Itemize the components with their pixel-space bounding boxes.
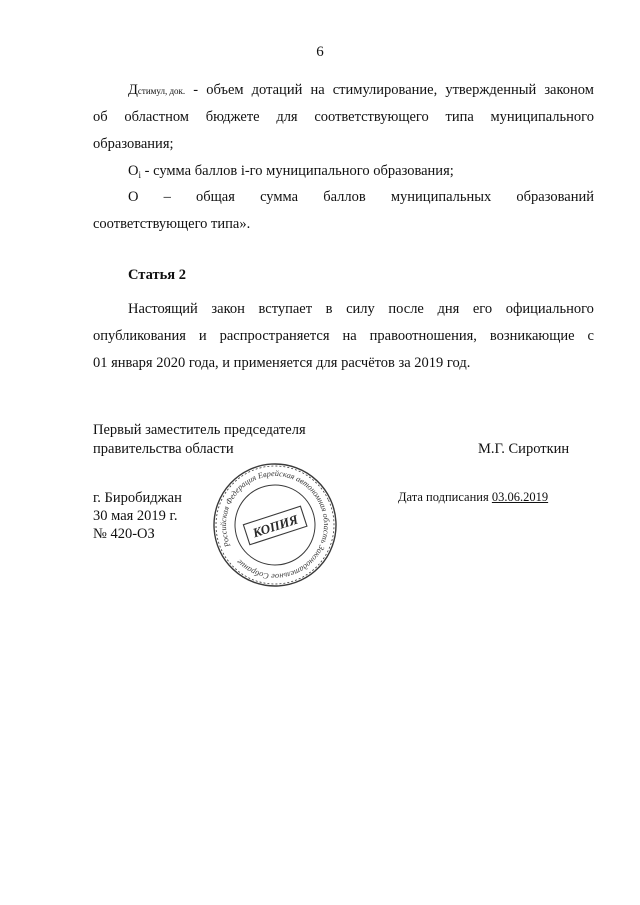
- def-d-word: об: [93, 109, 108, 125]
- article-word: закон: [211, 301, 245, 317]
- signatory-position-line2: правительства области: [93, 441, 234, 457]
- def-d-line2: [93, 108, 594, 126]
- article-word: официального: [505, 301, 594, 317]
- def-d-word: объем: [206, 82, 244, 98]
- def-o-word: баллов: [323, 189, 366, 205]
- signing-date-text: 30 мая 2019 г.: [93, 508, 178, 524]
- signing-date-value: 03.06.2019: [491, 490, 549, 504]
- def-oi-term: $О_i$: [128, 163, 141, 180]
- def-d-line3: образования;: [93, 136, 174, 152]
- def-o-word: образований: [516, 189, 594, 205]
- def-d-word: соответствующего: [314, 109, 429, 125]
- article-line3: 01 января 2020 года, и применяется для расчётов за 2019 год.: [93, 355, 471, 371]
- article-word: опубликования: [93, 328, 186, 344]
- def-d-word: законом: [544, 82, 594, 98]
- def-o-word: –: [163, 189, 171, 205]
- article-word: возникающие: [489, 328, 575, 344]
- article-line2: [93, 327, 594, 345]
- def-o-word: О: [128, 189, 139, 205]
- copy-stamp: [212, 462, 338, 588]
- signing-date-label: Дата подписания: [398, 490, 489, 504]
- def-d-term: Дстимул, док.: [128, 82, 186, 98]
- article-line1: [128, 300, 594, 318]
- def-d-word: -: [193, 82, 199, 98]
- def-o-word: сумма: [260, 189, 299, 205]
- article-word: на: [342, 328, 357, 344]
- def-d-word: на: [310, 82, 325, 98]
- svg-text:КОПИЯ: КОПИЯ: [250, 511, 300, 541]
- article-word: с: [587, 328, 594, 344]
- law-number: № 420-ОЗ: [93, 526, 155, 542]
- def-d-word: областном: [124, 109, 189, 125]
- def-d-word: типа: [445, 109, 474, 125]
- article-heading: Статья 2: [128, 267, 186, 283]
- def-d-word: для: [276, 109, 298, 125]
- article-word: дня: [437, 301, 460, 317]
- article-word: правоотношения,: [369, 328, 477, 344]
- def-o-word: муниципальных: [390, 189, 492, 205]
- def-o-word: общая: [196, 189, 235, 205]
- signatory-position-line1: Первый заместитель председателя: [93, 422, 306, 438]
- def-oi-text: - сумма баллов i-го муниципального образования;: [144, 163, 454, 179]
- article-word: силу: [346, 301, 375, 317]
- def-d-word: бюджете: [205, 109, 260, 125]
- def-d-word: дотаций: [251, 82, 303, 98]
- article-word: и: [198, 328, 207, 344]
- def-d-word: стимулирование,: [332, 82, 438, 98]
- article-word: в: [325, 301, 333, 317]
- def-d-word: утвержденный: [445, 82, 537, 98]
- def-oi-line: [128, 162, 454, 184]
- def-d-word: муниципального: [490, 109, 594, 125]
- signing-date-line: [398, 488, 548, 506]
- def-d-line1: [128, 81, 594, 100]
- def-o-line2: соответствующего типа».: [93, 216, 251, 232]
- signing-city: г. Биробиджан: [93, 490, 182, 506]
- def-o-line1: [128, 188, 594, 206]
- page-number: 6: [316, 44, 324, 60]
- article-word: его: [472, 301, 493, 317]
- stamp-seal-graphic: [212, 462, 338, 588]
- svg-text:Российская Федерация Еврейская: Российская Федерация Еврейская автономная область Законодательное Собрание: [218, 468, 332, 582]
- article-word: распространяется: [219, 328, 330, 344]
- article-word: Настоящий: [128, 301, 198, 317]
- signatory-name: М.Г. Сироткин: [478, 441, 570, 457]
- article-word: после: [388, 301, 424, 317]
- article-word: вступает: [258, 301, 313, 317]
